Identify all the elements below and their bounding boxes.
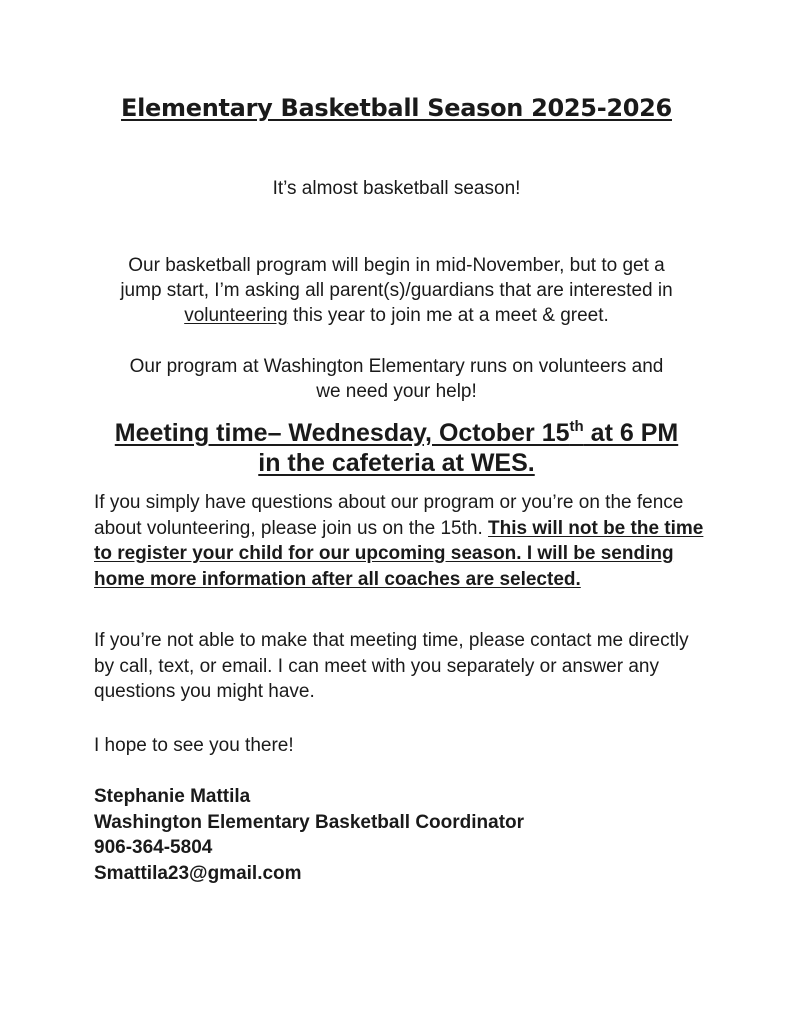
questions-paragraph bbox=[94, 490, 706, 592]
registration-notice: This will not be the time to register your child for our upcoming season. I will be sending home more information after all coaches are selected. bbox=[94, 517, 704, 590]
program-line-3-rest: this year to join me at a meet & greet. bbox=[287, 305, 609, 326]
signature-email: Smattila23@gmail.com bbox=[94, 862, 302, 884]
signature-role: Washington Elementary Basketball Coordinator bbox=[94, 811, 525, 833]
questions-text: If you simply have questions about our program or you’re on the fence about volunteering, please join us on the 15th. bbox=[94, 492, 684, 539]
signature-name: Stephanie Mattila bbox=[94, 786, 251, 807]
meeting-announcement bbox=[0, 418, 793, 478]
signature-phone: 906-364-5804 bbox=[94, 837, 213, 858]
flyer-title: Elementary Basketball Season 2025-2026 bbox=[121, 94, 672, 122]
program-paragraph bbox=[0, 253, 793, 328]
contact-paragraph: If you’re not able to make that meeting time, please contact me directly by call, text, or email. I can meet with you separately or answer any questions you might have. bbox=[94, 630, 689, 702]
volunteers-paragraph bbox=[0, 354, 793, 404]
closing-text: I hope to see you there! bbox=[94, 735, 294, 756]
meeting-date-suffix: th bbox=[569, 418, 584, 435]
volunteers-line-1: Our program at Washington Elementary runs on volunteers and bbox=[129, 356, 664, 377]
meeting-date-prefix: Meeting time– Wednesday, October 15 bbox=[114, 419, 570, 447]
meeting-time: at 6 PM bbox=[583, 419, 679, 447]
signature-block bbox=[94, 784, 524, 886]
meeting-line-1 bbox=[0, 418, 793, 448]
volunteers-line-2: we need your help! bbox=[316, 381, 477, 402]
program-line-3 bbox=[0, 303, 793, 328]
volunteering-word: volunteering bbox=[184, 305, 288, 326]
intro-text: It’s almost basketball season! bbox=[272, 178, 521, 199]
program-line-1: Our basketball program will begin in mid-November, but to get a bbox=[128, 255, 665, 276]
meeting-location: in the cafeteria at WES. bbox=[258, 449, 535, 477]
program-line-2: jump start, I’m asking all parent(s)/guardians that are interested in bbox=[120, 280, 673, 301]
